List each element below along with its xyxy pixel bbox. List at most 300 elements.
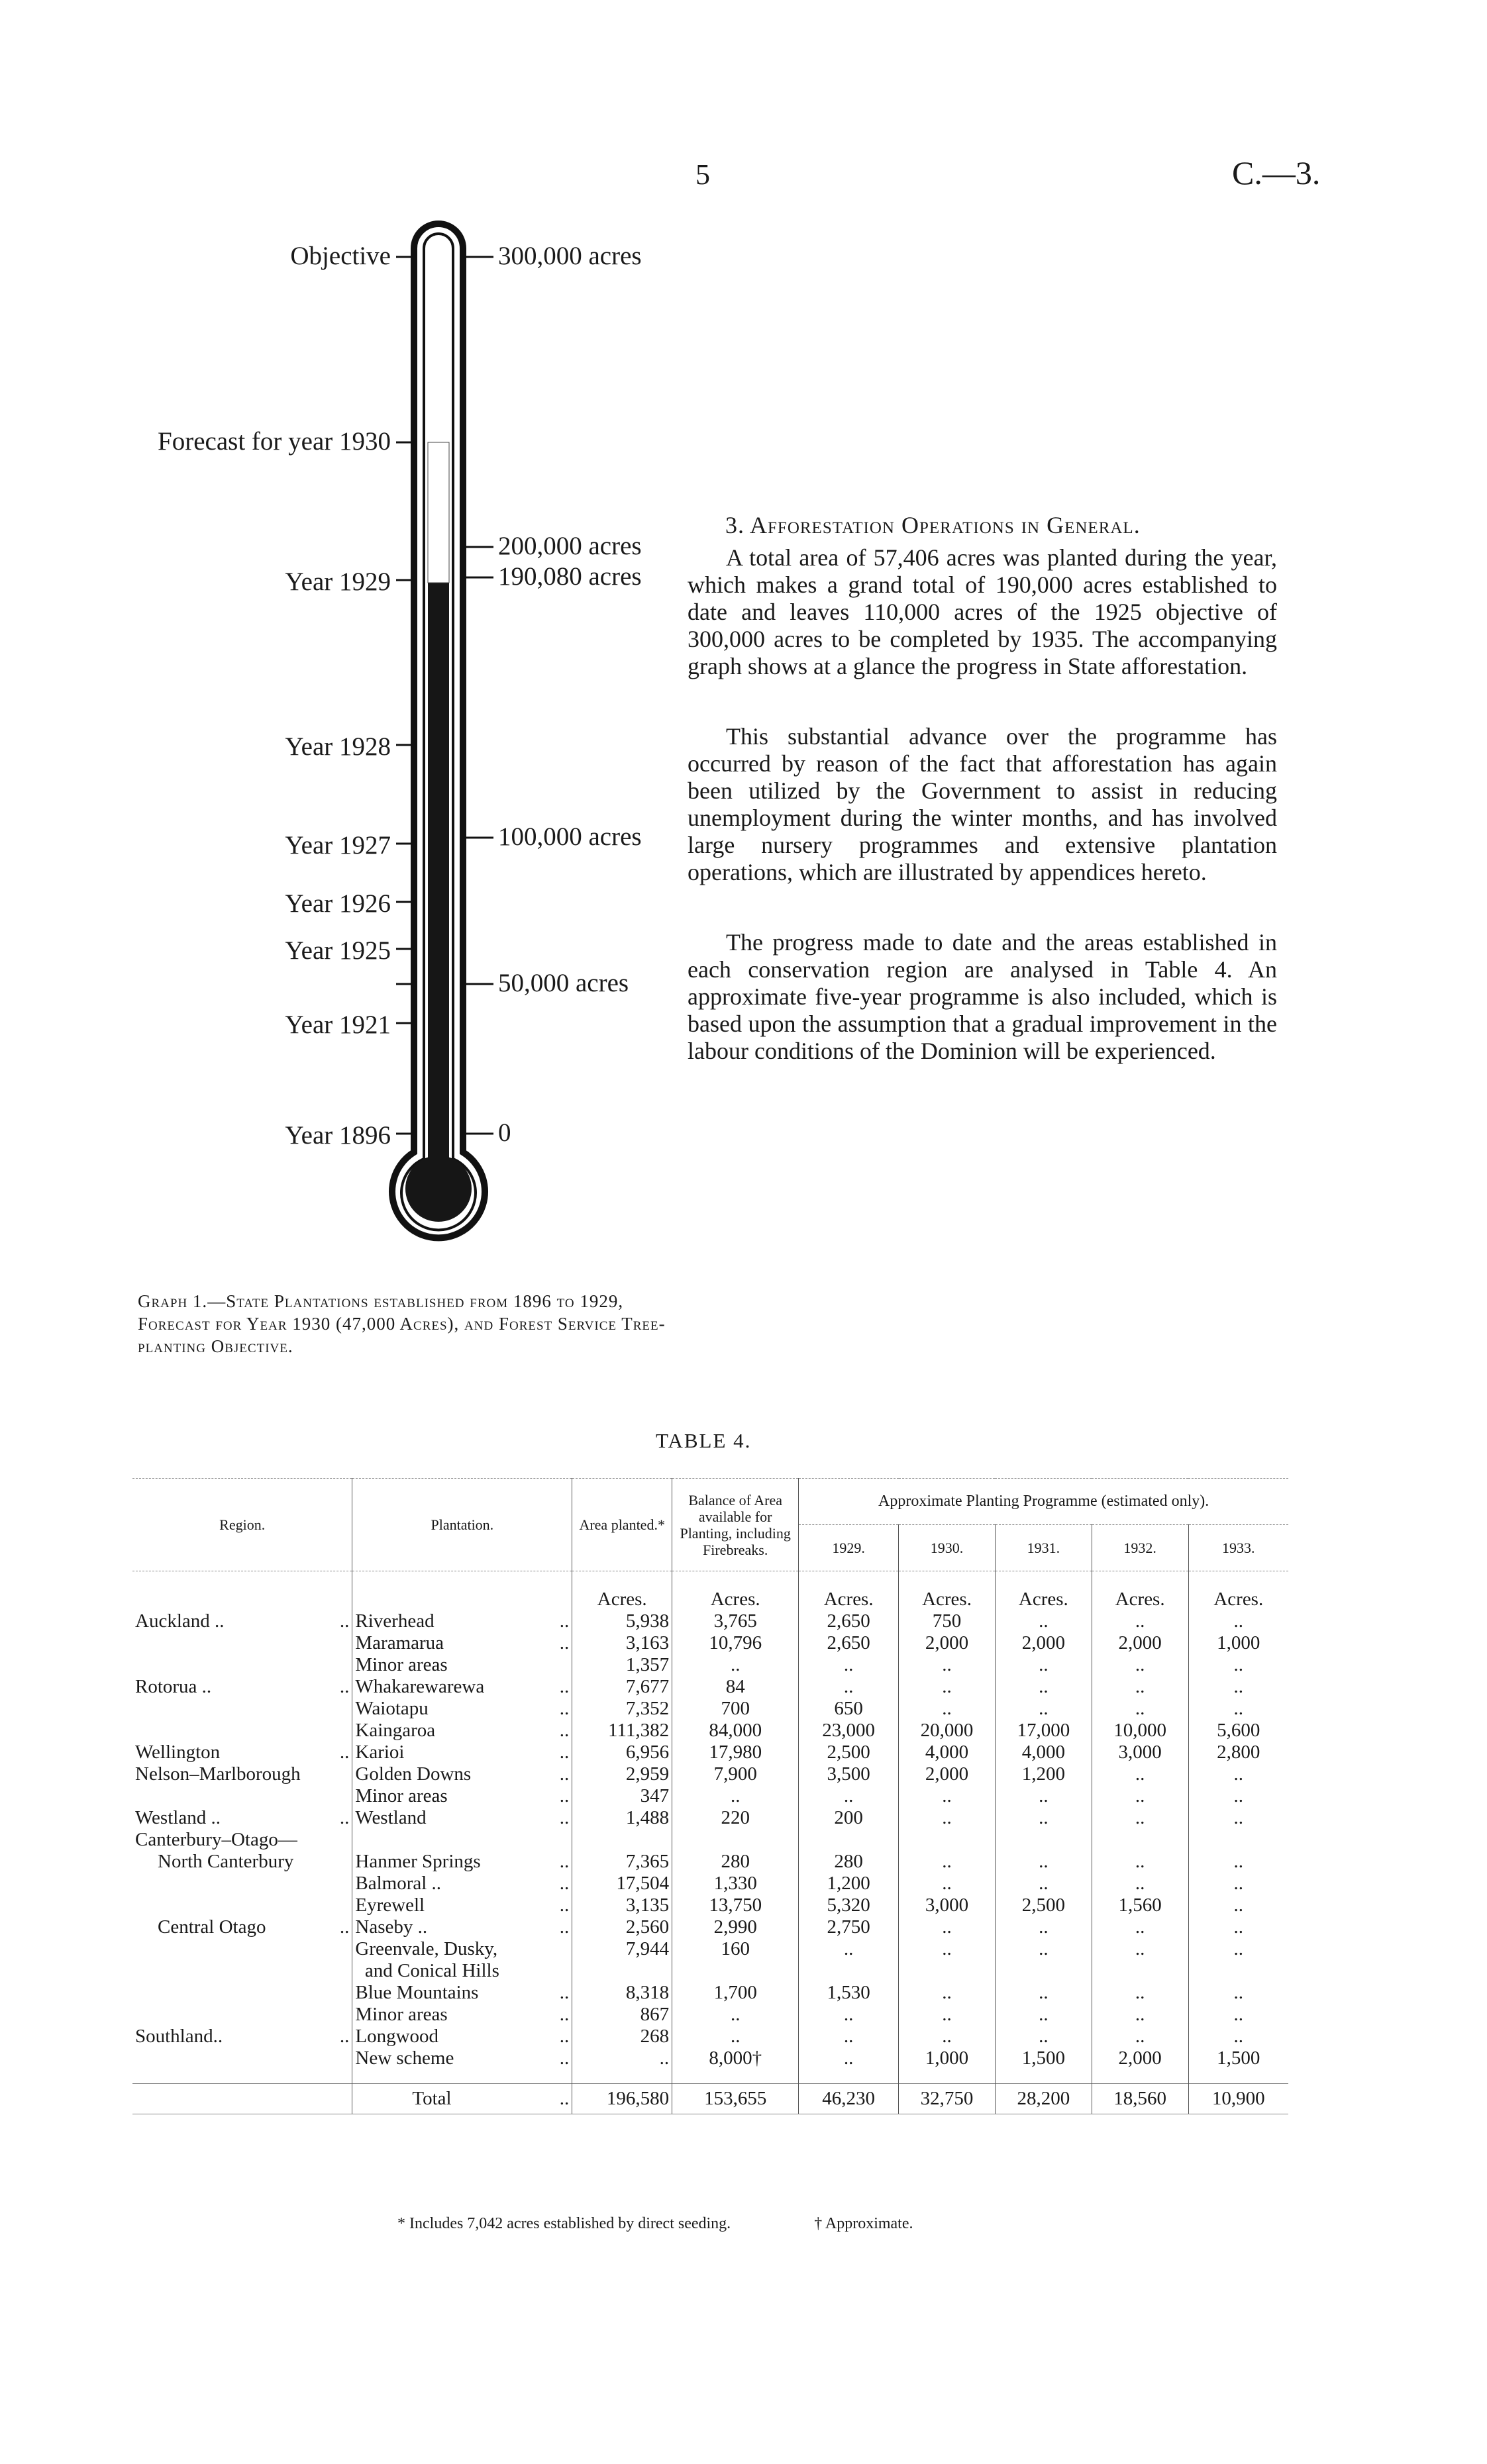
c1932-cell: 2,000	[1092, 2047, 1188, 2069]
plantation-leader-dots: ..	[559, 1697, 570, 1719]
c1930-cell: ..	[899, 1851, 996, 1873]
label-year-1921: Year 1921	[285, 1010, 391, 1039]
plantation-leader-dots: ..	[559, 1850, 570, 1872]
c1931-cell: 1,200	[995, 1763, 1092, 1785]
c1932-cell: ..	[1092, 1851, 1188, 1873]
c1929-cell: 2,650	[799, 1632, 899, 1654]
plantation-cell	[352, 1654, 572, 1676]
region-name: Wellington	[135, 1741, 221, 1763]
table-row	[132, 1676, 1288, 1698]
units-cell: Acres.	[799, 1589, 899, 1610]
table-row	[132, 1763, 1288, 1785]
c1932-cell: ..	[1092, 1916, 1188, 1938]
area-cell	[572, 1960, 672, 1982]
c1930-cell: 1,000	[899, 2047, 996, 2069]
c1930-cell: 2,000	[899, 1763, 996, 1785]
thermometer-fill-bar	[428, 578, 449, 1185]
c1929-cell: 3,500	[799, 1763, 899, 1785]
balance-cell: 17,980	[672, 1742, 799, 1763]
balance-cell: 160	[672, 1938, 799, 1960]
c1931-cell: ..	[995, 1916, 1092, 1938]
units-cell: Acres.	[672, 1589, 799, 1610]
plantation-leader-dots: ..	[559, 1872, 570, 1894]
area-cell: 347	[572, 1785, 672, 1807]
label-forecast-1930: Forecast for year 1930	[158, 427, 391, 456]
region-leader-dots: ..	[339, 1916, 350, 1938]
region-cell	[132, 1610, 352, 1632]
c1933-cell: ..	[1188, 1763, 1288, 1785]
region-name: Canterbury–Otago—	[135, 1828, 297, 1850]
forecast-band	[428, 442, 449, 583]
plantation-leader-dots: ..	[559, 1916, 570, 1938]
header-plantation: Plantation.	[352, 1479, 572, 1571]
c1931-cell: ..	[995, 1785, 1092, 1807]
page-number: 5	[695, 158, 710, 191]
c1931-cell	[995, 1829, 1092, 1851]
plantation-leader-dots: ..	[559, 1785, 570, 1806]
c1929-cell: 2,500	[799, 1742, 899, 1763]
c1930-cell: 3,000	[899, 1895, 996, 1916]
plantation-leader-dots: ..	[559, 2047, 570, 2069]
plantation-cell	[352, 2047, 572, 2069]
table-row	[132, 2047, 1288, 2069]
area-cell: 268	[572, 2026, 672, 2047]
c1930-cell: ..	[899, 2004, 996, 2026]
region-leader-dots: ..	[339, 1741, 350, 1763]
c1931-cell: ..	[995, 2026, 1092, 2047]
thermometer-bulb	[405, 1156, 472, 1222]
total-balance: 153,655	[672, 2084, 799, 2114]
c1933-cell: ..	[1188, 1785, 1288, 1807]
c1933-cell	[1188, 1829, 1288, 1851]
region-cell	[132, 1632, 352, 1654]
plantation-cell	[352, 2026, 572, 2047]
plantation-name: Golden Downs	[355, 1763, 472, 1785]
c1933-cell: ..	[1188, 1654, 1288, 1676]
plantation-leader-dots: ..	[559, 1719, 570, 1741]
total-1933: 10,900	[1188, 2084, 1288, 2114]
c1930-cell	[899, 1829, 996, 1851]
c1929-cell: ..	[799, 1676, 899, 1698]
paragraph-1: A total area of 57,406 acres was planted during the year, which makes a grand total of 190,000 acres established to date and leaves 110,000 acres of the 1925 objective of 300,000 acres to be completed by 1935. The accompanying graph shows at a glance the progress in State afforestation.	[688, 544, 1277, 679]
region-cell	[132, 1807, 352, 1829]
plantation-leader-dots: ..	[559, 1894, 570, 1916]
c1930-cell: ..	[899, 1916, 996, 1938]
plantation-name: New scheme	[355, 2047, 454, 2069]
c1932-cell	[1092, 1960, 1188, 1982]
area-cell: 7,365	[572, 1851, 672, 1873]
region-leader-dots: ..	[339, 2025, 350, 2047]
plantation-name: Naseby ..	[355, 1916, 428, 1938]
area-cell: 1,488	[572, 1807, 672, 1829]
region-cell	[132, 1720, 352, 1742]
c1930-cell: ..	[899, 1938, 996, 1960]
c1929-cell: 2,750	[799, 1916, 899, 1938]
c1931-cell: ..	[995, 1938, 1092, 1960]
label-objective: Objective	[290, 242, 391, 270]
label-year-1926: Year 1926	[285, 889, 391, 918]
c1933-cell: ..	[1188, 1916, 1288, 1938]
c1931-cell: ..	[995, 2004, 1092, 2026]
region-cell	[132, 1873, 352, 1895]
c1931-cell: ..	[995, 1851, 1092, 1873]
document-reference: C.—3.	[1232, 154, 1321, 191]
balance-cell: ..	[672, 1654, 799, 1676]
units-cell: Acres.	[1188, 1589, 1288, 1610]
region-name: Westland ..	[135, 1806, 221, 1828]
footnote-star: * Includes 7,042 acres established by direct seeding.	[397, 2215, 731, 2232]
plantation-leader-dots: ..	[559, 1610, 570, 1632]
plantation-name: Whakarewarewa	[355, 1675, 485, 1697]
area-cell: 1,357	[572, 1654, 672, 1676]
table-row	[132, 1851, 1288, 1873]
region-leader-dots: ..	[339, 1675, 350, 1697]
c1931-cell: ..	[995, 1610, 1092, 1632]
area-cell: 7,677	[572, 1676, 672, 1698]
area-cell: 6,956	[572, 1742, 672, 1763]
region-cell	[132, 1763, 352, 1785]
c1930-cell: ..	[899, 2026, 996, 2047]
paragraph-3: The progress made to date and the areas established in each conservation region are analysed in Table 4. An approximate five-year programme is also included, which is based upon the assumption that a gradual improvement in the labour conditions of the Dominion will be experienced.	[688, 929, 1277, 1064]
plantation-cell	[352, 1785, 572, 1807]
units-cell: Acres.	[572, 1589, 672, 1610]
balance-cell: 7,900	[672, 1763, 799, 1785]
total-1929: 46,230	[799, 2084, 899, 2114]
plantation-cell	[352, 1829, 572, 1851]
plantation-name: Maramarua	[355, 1632, 444, 1653]
balance-cell: ..	[672, 2026, 799, 2047]
header-region: Region.	[132, 1479, 352, 1571]
plantation-leader-dots: ..	[559, 1741, 570, 1763]
c1933-cell: 5,600	[1188, 1720, 1288, 1742]
caption-text: —State Plantations established from 1896 to 1929, Forecast for Year 1930 (47,000 Acres), and Forest Service Tree-planting Objective.	[138, 1291, 666, 1356]
header-programme: Approximate Planting Programme (estimated only).	[799, 1479, 1288, 1525]
balance-cell: ..	[672, 2004, 799, 2026]
balance-cell: 1,330	[672, 1873, 799, 1895]
region-cell	[132, 1982, 352, 2004]
c1932-cell: ..	[1092, 1785, 1188, 1807]
c1931-cell: ..	[995, 1982, 1092, 2004]
region-cell	[132, 1785, 352, 1807]
region-cell	[132, 2026, 352, 2047]
c1929-cell	[799, 1960, 899, 1982]
c1929-cell: 200	[799, 1807, 899, 1829]
plantation-name: Balmoral ..	[355, 1872, 442, 1894]
total-label-text: Total	[412, 2088, 452, 2109]
c1933-cell: ..	[1188, 2026, 1288, 2047]
plantation-cell	[352, 1610, 572, 1632]
balance-cell: 10,796	[672, 1632, 799, 1654]
area-cell: 867	[572, 2004, 672, 2026]
label-50000-acres: 50,000 acres	[498, 969, 629, 997]
plantation-leader-dots: ..	[559, 1675, 570, 1697]
c1931-cell: 1,500	[995, 2047, 1092, 2069]
c1933-cell: ..	[1188, 1895, 1288, 1916]
c1932-cell: 3,000	[1092, 1742, 1188, 1763]
table-4	[132, 1478, 1288, 2114]
label-100000-acres: 100,000 acres	[498, 822, 642, 851]
c1932-cell: ..	[1092, 1982, 1188, 2004]
balance-cell	[672, 1960, 799, 1982]
plantation-name: Minor areas	[355, 2003, 448, 2025]
table-row	[132, 1807, 1288, 1829]
balance-cell: 84	[672, 1676, 799, 1698]
region-cell	[132, 1960, 352, 1982]
table-row	[132, 2004, 1288, 2026]
plantation-cell	[352, 1676, 572, 1698]
region-cell	[132, 2004, 352, 2026]
label-year-1896: Year 1896	[285, 1121, 391, 1150]
plantation-name: Minor areas	[355, 1653, 448, 1675]
balance-cell: 2,990	[672, 1916, 799, 1938]
region-cell	[132, 1851, 352, 1873]
c1931-cell: ..	[995, 1698, 1092, 1720]
plantation-name: Blue Mountains	[355, 1981, 479, 2003]
c1933-cell: ..	[1188, 2004, 1288, 2026]
region-cell	[132, 1676, 352, 1698]
region-name: Southland..	[135, 2025, 223, 2047]
table-row	[132, 1960, 1288, 1982]
plantation-cell	[352, 1960, 572, 1982]
area-cell: 7,944	[572, 1938, 672, 1960]
footnote-dagger: † Approximate.	[814, 2215, 913, 2232]
footnotes	[397, 2215, 993, 2233]
area-cell: 8,318	[572, 1982, 672, 2004]
c1933-cell: ..	[1188, 1676, 1288, 1698]
table-row	[132, 2026, 1288, 2047]
area-cell: 5,938	[572, 1610, 672, 1632]
c1933-cell: ..	[1188, 1807, 1288, 1829]
c1932-cell: 10,000	[1092, 1720, 1188, 1742]
c1933-cell: ..	[1188, 1938, 1288, 1960]
paragraph-2: This substantial advance over the programme has occurred by reason of the fact that afforestation has again been utilized by the Government to assist in reducing unemployment during the winter months, and has involved large nursery programmes and extensive plantation operations, which are illustrated by appendices hereto.	[688, 723, 1277, 885]
c1933-cell: 2,800	[1188, 1742, 1288, 1763]
c1929-cell	[799, 1829, 899, 1851]
total-area: 196,580	[572, 2084, 672, 2114]
plantation-cell	[352, 1851, 572, 1873]
region-name: Auckland ..	[135, 1610, 225, 1632]
region-cell	[132, 1938, 352, 1960]
plantation-leader-dots: ..	[559, 1981, 570, 2003]
region-name: Nelson–Marlborough	[135, 1763, 301, 1785]
region-cell	[132, 1895, 352, 1916]
balance-cell: 13,750	[672, 1895, 799, 1916]
section-heading: 3. Afforestation Operations in General.	[725, 512, 1141, 538]
header-1932: 1932.	[1092, 1525, 1188, 1571]
plantation-cell	[352, 1982, 572, 2004]
balance-cell: 8,000†	[672, 2047, 799, 2069]
area-cell: 2,959	[572, 1763, 672, 1785]
c1929-cell: ..	[799, 2004, 899, 2026]
c1933-cell: ..	[1188, 1610, 1288, 1632]
c1929-cell: ..	[799, 1785, 899, 1807]
c1930-cell	[899, 1960, 996, 1982]
plantation-name: and Conical Hills	[355, 1959, 499, 1981]
total-1932: 18,560	[1092, 2084, 1188, 2114]
balance-cell: ..	[672, 1785, 799, 1807]
c1930-cell: 4,000	[899, 1742, 996, 1763]
plantation-name: Minor areas	[355, 1785, 448, 1806]
c1931-cell: ..	[995, 1654, 1092, 1676]
plantation-name: Kaingaroa	[355, 1719, 436, 1741]
c1932-cell: ..	[1092, 1873, 1188, 1895]
graph-caption	[138, 1290, 668, 1357]
table-row	[132, 1938, 1288, 1960]
region-cell	[132, 1742, 352, 1763]
balance-cell: 1,700	[672, 1982, 799, 2004]
c1933-cell	[1188, 1960, 1288, 1982]
c1929-cell: ..	[799, 1654, 899, 1676]
units-row	[132, 1589, 1288, 1610]
table-row	[132, 1610, 1288, 1632]
label-year-1929: Year 1929	[285, 567, 391, 596]
table-row	[132, 1895, 1288, 1916]
balance-cell: 280	[672, 1851, 799, 1873]
table-row	[132, 1720, 1288, 1742]
region-leader-dots: ..	[339, 1806, 350, 1828]
label-year-1927: Year 1927	[285, 831, 391, 860]
area-cell: 7,352	[572, 1698, 672, 1720]
label-190080-acres: 190,080 acres	[498, 562, 642, 591]
c1933-cell: 1,500	[1188, 2047, 1288, 2069]
units-cell: Acres.	[899, 1589, 996, 1610]
table-row	[132, 1916, 1288, 1938]
label-year-1928: Year 1928	[285, 732, 391, 761]
region-cell	[132, 2047, 352, 2069]
table-row	[132, 1873, 1288, 1895]
label-year-1925: Year 1925	[285, 936, 391, 965]
balance-cell: 220	[672, 1807, 799, 1829]
region-cell	[132, 1698, 352, 1720]
area-cell: 111,382	[572, 1720, 672, 1742]
plantation-cell	[352, 1720, 572, 1742]
c1931-cell: ..	[995, 1676, 1092, 1698]
header-1929: 1929.	[799, 1525, 899, 1571]
table-row	[132, 1742, 1288, 1763]
table-row	[132, 1829, 1288, 1851]
total-1931: 28,200	[995, 2084, 1092, 2114]
plantation-cell	[352, 1916, 572, 1938]
header-area-planted: Area planted.*	[572, 1479, 672, 1571]
c1932-cell: ..	[1092, 1698, 1188, 1720]
label-200000-acres: 200,000 acres	[498, 532, 642, 560]
area-cell: 17,504	[572, 1873, 672, 1895]
c1931-cell: 2,500	[995, 1895, 1092, 1916]
region-cell	[132, 1916, 352, 1938]
c1931-cell: 2,000	[995, 1632, 1092, 1654]
c1931-cell: 4,000	[995, 1742, 1092, 1763]
c1930-cell: 20,000	[899, 1720, 996, 1742]
total-1930: 32,750	[899, 2084, 996, 2114]
plantation-leader-dots: ..	[559, 1763, 570, 1785]
c1933-cell: ..	[1188, 1698, 1288, 1720]
plantation-name: Longwood	[355, 2025, 439, 2047]
region-cell	[132, 1829, 352, 1851]
c1932-cell: ..	[1092, 1610, 1188, 1632]
c1932-cell	[1092, 1829, 1188, 1851]
plantation-name: Karioi	[355, 1741, 405, 1763]
plantation-leader-dots: ..	[559, 2025, 570, 2047]
plantation-name: Waiotapu	[355, 1697, 429, 1719]
balance-cell	[672, 1829, 799, 1851]
c1929-cell: 650	[799, 1698, 899, 1720]
plantation-leader-dots: ..	[559, 1806, 570, 1828]
table-row	[132, 1785, 1288, 1807]
c1932-cell: ..	[1092, 1763, 1188, 1785]
c1930-cell: ..	[899, 1698, 996, 1720]
plantation-name: Westland	[355, 1806, 427, 1828]
c1929-cell: 280	[799, 1851, 899, 1873]
label-zero-acres: 0	[498, 1118, 511, 1147]
plantation-leader-dots: ..	[559, 1632, 570, 1653]
table-row	[132, 1982, 1288, 2004]
plantation-cell	[352, 1807, 572, 1829]
table-row	[132, 1698, 1288, 1720]
plantation-name: Eyrewell	[355, 1894, 425, 1916]
balance-cell: 700	[672, 1698, 799, 1720]
area-cell: 3,163	[572, 1632, 672, 1654]
c1932-cell: ..	[1092, 1654, 1188, 1676]
c1932-cell: ..	[1092, 1938, 1188, 1960]
area-cell	[572, 1829, 672, 1851]
c1931-cell: ..	[995, 1807, 1092, 1829]
c1932-cell: ..	[1092, 1807, 1188, 1829]
c1931-cell: 17,000	[995, 1720, 1092, 1742]
total-label	[352, 2084, 572, 2114]
c1930-cell: 750	[899, 1610, 996, 1632]
c1932-cell: 2,000	[1092, 1632, 1188, 1654]
header-1930: 1930.	[899, 1525, 996, 1571]
region-name: North Canterbury	[158, 1850, 294, 1872]
area-cell: ..	[572, 2047, 672, 2069]
c1932-cell: ..	[1092, 1676, 1188, 1698]
total-row	[132, 2084, 1288, 2114]
c1933-cell: ..	[1188, 1982, 1288, 2004]
plantation-name: Greenvale, Dusky,	[355, 1938, 498, 1959]
c1930-cell: 2,000	[899, 1632, 996, 1654]
area-cell: 3,135	[572, 1895, 672, 1916]
c1933-cell: ..	[1188, 1851, 1288, 1873]
plantation-cell	[352, 1763, 572, 1785]
c1930-cell: ..	[899, 1982, 996, 2004]
table-row	[132, 1632, 1288, 1654]
plantation-name: Riverhead	[355, 1610, 435, 1632]
plantation-cell	[352, 1698, 572, 1720]
c1929-cell: 1,200	[799, 1873, 899, 1895]
table-title: TABLE 4.	[656, 1429, 752, 1452]
caption-graph-number: Graph 1.	[138, 1291, 208, 1311]
right-tick-marks	[463, 257, 493, 1134]
balance-cell: 84,000	[672, 1720, 799, 1742]
c1929-cell: ..	[799, 1938, 899, 1960]
header-1931: 1931.	[995, 1525, 1092, 1571]
c1929-cell: ..	[799, 2047, 899, 2069]
units-cell: Acres.	[1092, 1589, 1188, 1610]
plantation-leader-dots: ..	[559, 2003, 570, 2025]
c1932-cell: ..	[1092, 2026, 1188, 2047]
c1933-cell: 1,000	[1188, 1632, 1288, 1654]
plantation-name: Hanmer Springs	[355, 1850, 481, 1872]
area-cell: 2,560	[572, 1916, 672, 1938]
region-cell	[132, 1654, 352, 1676]
balance-cell: 3,765	[672, 1610, 799, 1632]
c1932-cell: ..	[1092, 2004, 1188, 2026]
c1930-cell: ..	[899, 1676, 996, 1698]
c1930-cell: ..	[899, 1785, 996, 1807]
plantation-cell	[352, 1895, 572, 1916]
region-name: Rotorua ..	[135, 1675, 212, 1697]
c1929-cell: 5,320	[799, 1895, 899, 1916]
